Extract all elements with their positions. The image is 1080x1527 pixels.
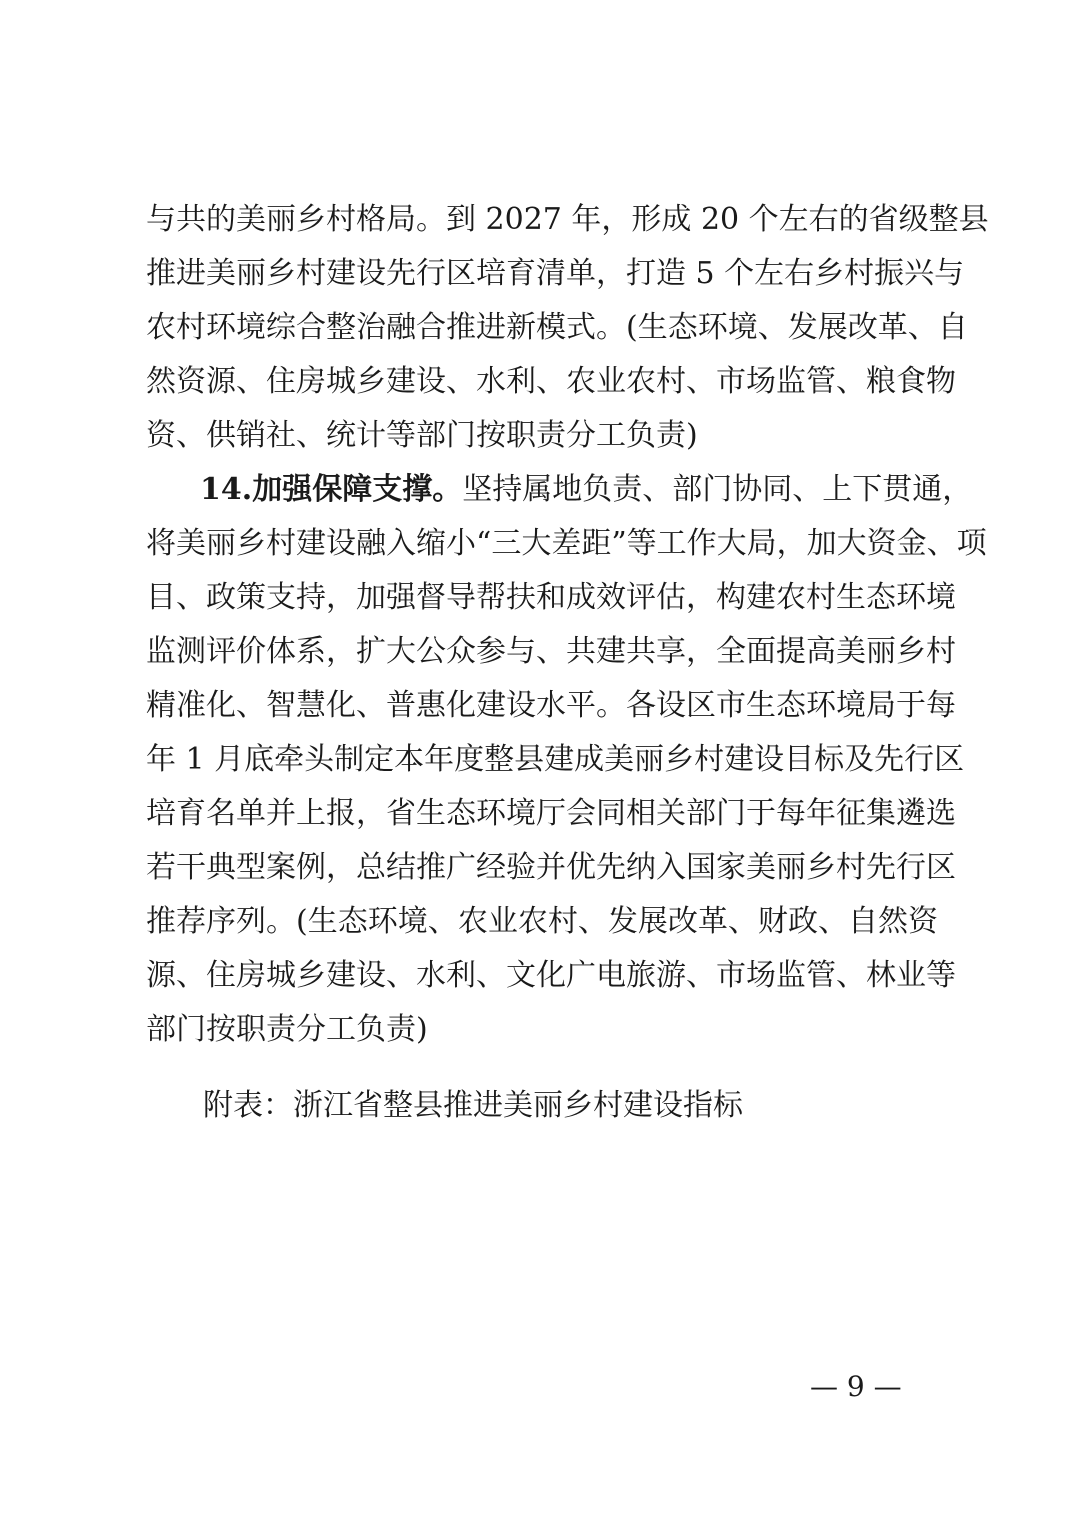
paragraph-1-line-2: 推进美丽乡村建设先行区培育清单，打造 5 个左右乡村振兴与 bbox=[146, 256, 965, 291]
paragraph-1-line-3: 农村环境综合整治融合推进新模式。(生态环境、发展改革、自 bbox=[146, 310, 968, 345]
section-14-first-line-text: 坚持属地负责、部门协同、上下贯通， bbox=[462, 472, 973, 507]
section-14-line-7: 培育名单并上报，省生态环境厅会同相关部门于每年征集遴选 bbox=[146, 796, 956, 831]
section-14-line-2: 将美丽乡村建设融入缩小“三大差距”等工作大局，加大资金、项 bbox=[146, 526, 987, 561]
section-14-line-3: 目、政策支持，加强督导帮扶和成效评估，构建农村生态环境 bbox=[146, 580, 956, 615]
section-14-line-6: 年 1 月底牵头制定本年度整县建成美丽乡村建设目标及先行区 bbox=[146, 742, 965, 777]
annex-note: 附表：浙江省整县推进美丽乡村建设指标 bbox=[203, 1088, 743, 1123]
page-number: — 9 — bbox=[810, 1370, 902, 1403]
section-14-line-10: 源、住房城乡建设、水利、文化广电旅游、市场监管、林业等 bbox=[146, 958, 956, 993]
section-14-heading: 14.加强保障支撑。 bbox=[200, 472, 463, 507]
section-14-line-5: 精准化、智慧化、普惠化建设水平。各设区市生态环境局于每 bbox=[146, 688, 956, 723]
paragraph-1-line-4: 然资源、住房城乡建设、水利、农业农村、市场监管、粮食物 bbox=[146, 364, 956, 399]
section-14-first-line bbox=[200, 466, 973, 514]
section-14-line-4: 监测评价体系，扩大公众参与、共建共享，全面提高美丽乡村 bbox=[146, 634, 956, 669]
section-14-line-8: 若干典型案例，总结推广经验并优先纳入国家美丽乡村先行区 bbox=[146, 850, 956, 885]
paragraph-1-line-5: 资、供销社、统计等部门按职责分工负责) bbox=[146, 418, 698, 453]
paragraph-1-line-1: 与共的美丽乡村格局。到 2027 年，形成 20 个左右的省级整县 bbox=[146, 202, 989, 237]
section-14-line-9: 推荐序列。(生态环境、农业农村、发展改革、财政、自然资 bbox=[146, 904, 938, 939]
section-14-line-11: 部门按职责分工负责) bbox=[146, 1012, 428, 1047]
